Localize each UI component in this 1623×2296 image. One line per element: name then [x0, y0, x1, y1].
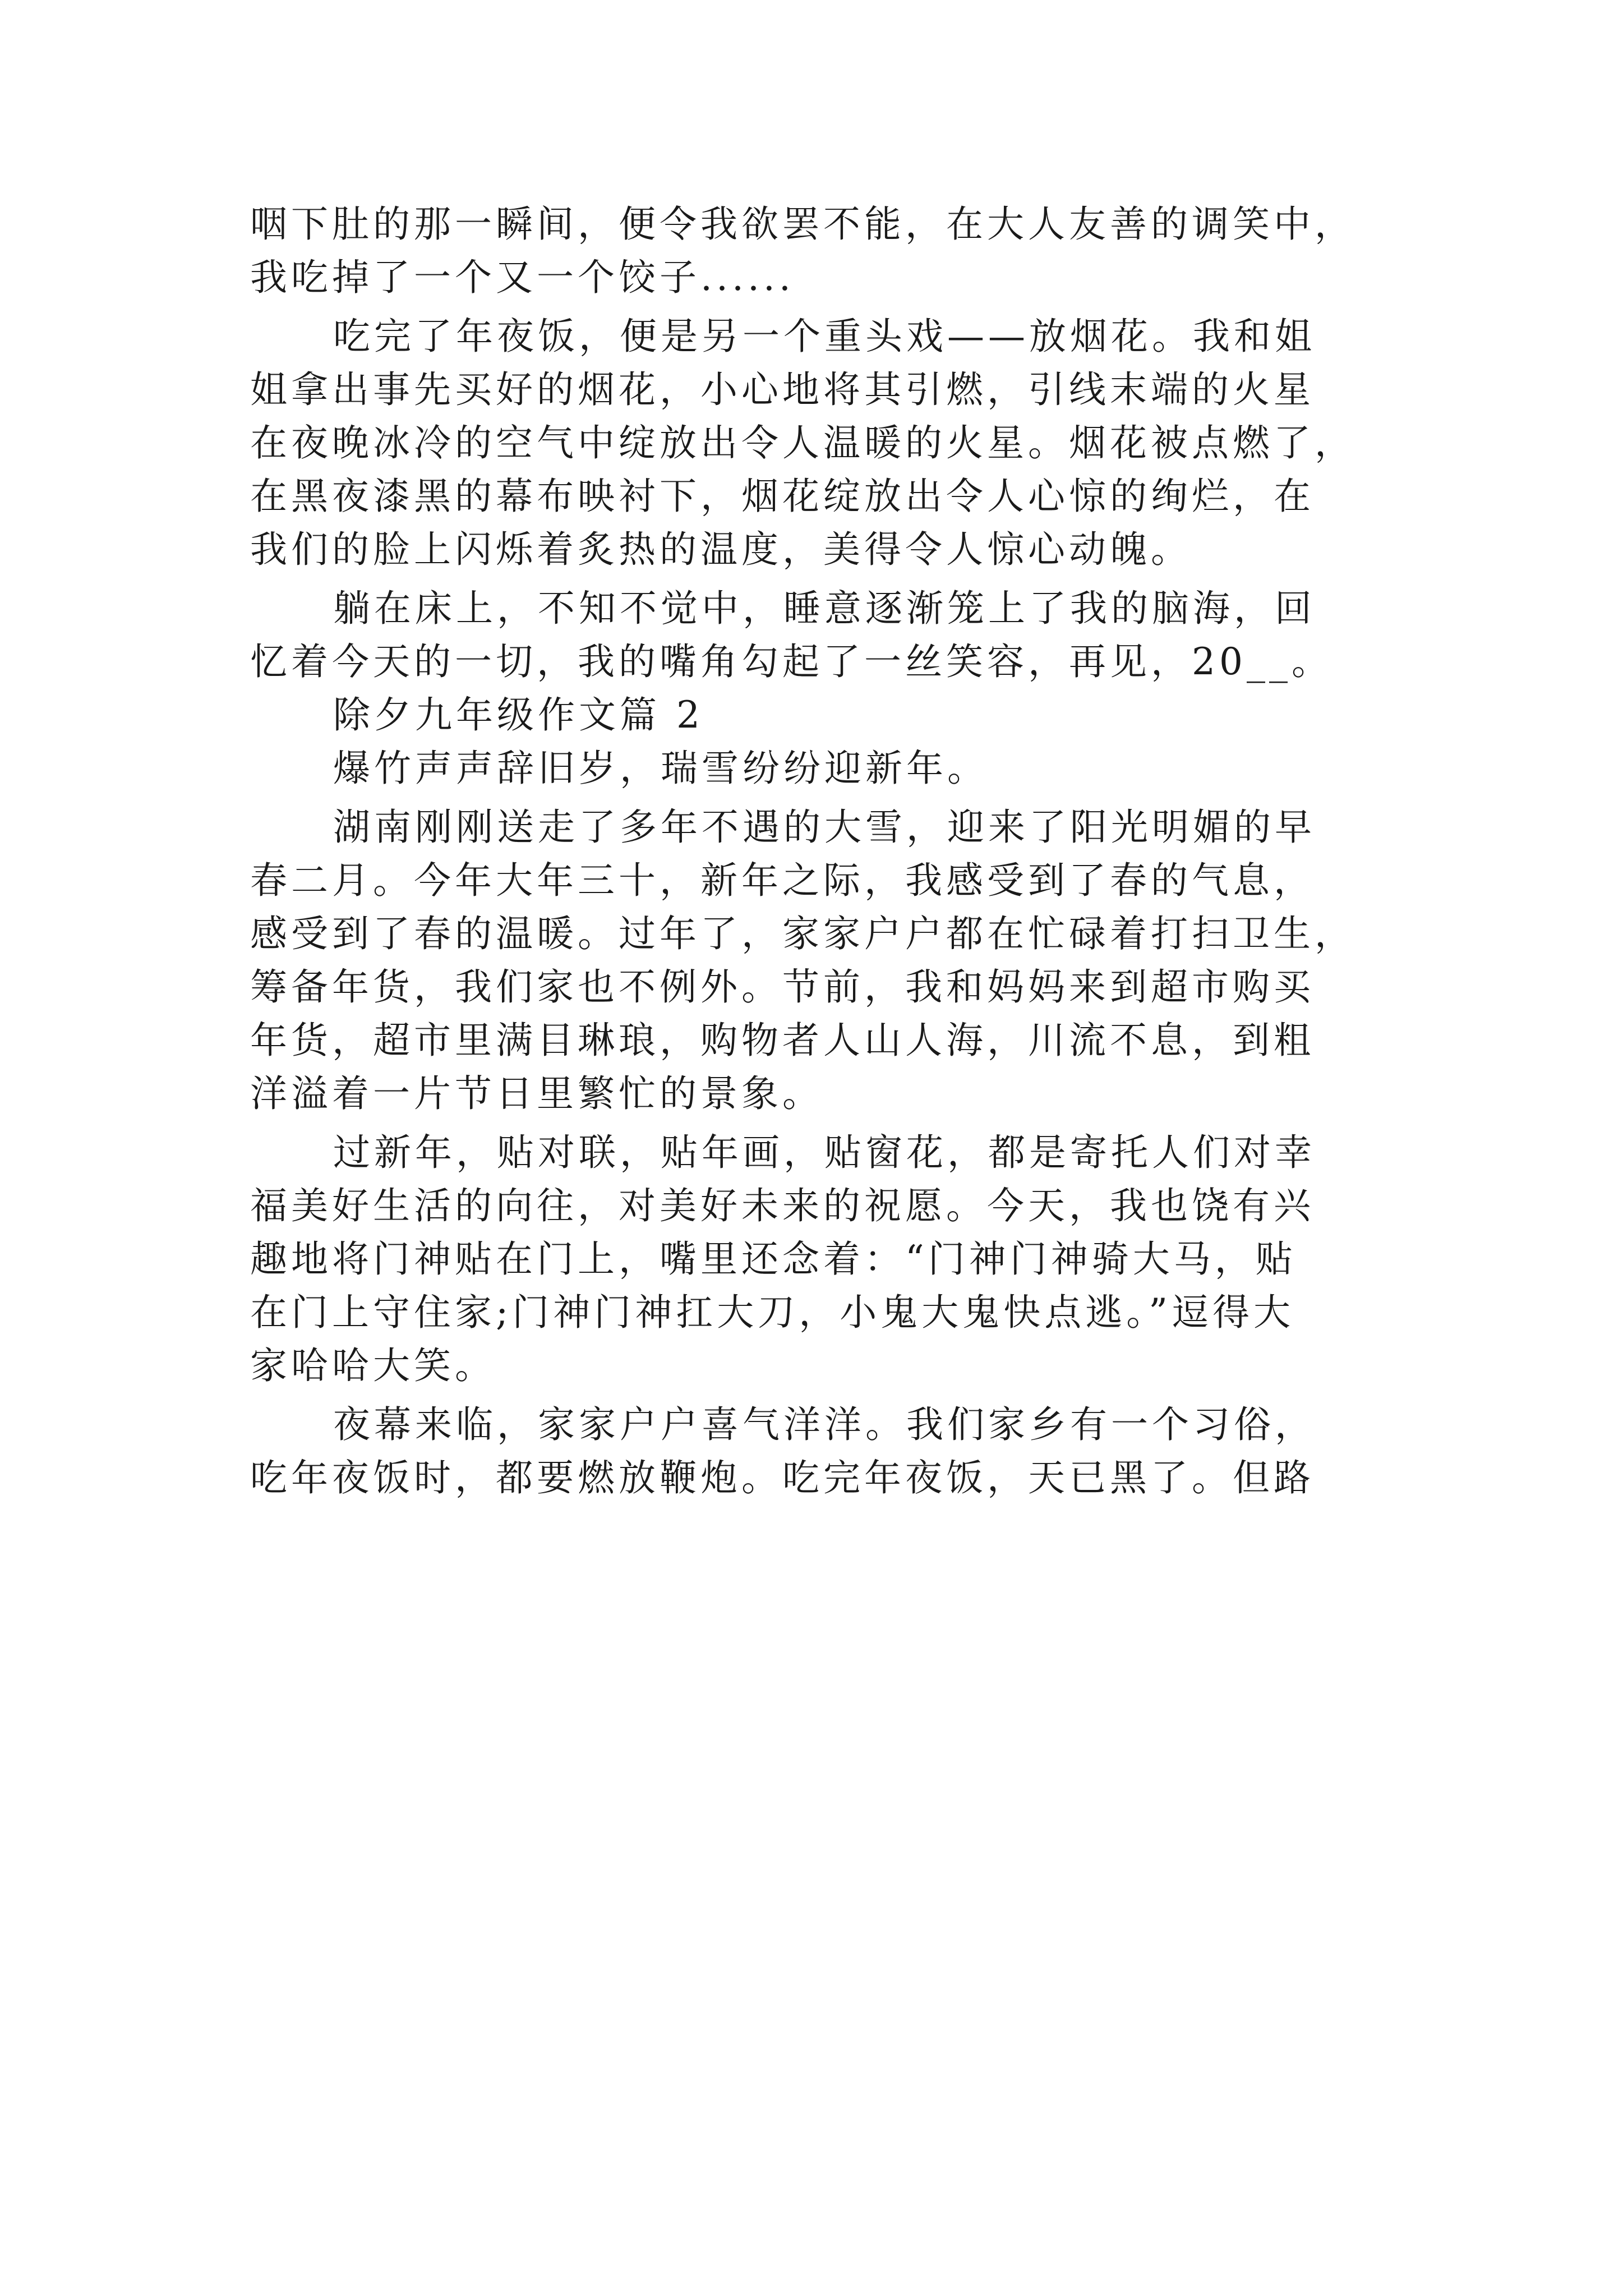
paragraph-start-line: 过新年，贴对联，贴年画，贴窗花，都是寄托人们对幸: [333, 1131, 1316, 1174]
section-heading: 除夕九年级作文篇 2: [333, 693, 704, 737]
text-line: 吃年夜饭时，都要燃放鞭炮。吃完年夜饭，天已黑了。但路: [250, 1456, 1315, 1499]
text-line: 姐拿出事先买好的烟花，小心地将其引燃，引线末端的火星: [250, 368, 1315, 411]
text-line: 在黑夜漆黑的幕布映衬下，烟花绽放出令人心惊的绚烂，在: [250, 475, 1315, 518]
text-line: 在门上守住家;门神门神扛大刀，小鬼大鬼快点逃。”逗得大: [250, 1291, 1294, 1334]
text-line: 咽下肚的那一瞬间，便令我欲罢不能，在大人友善的调笑中，: [250, 203, 1355, 246]
text-line: 家哈哈大笑。: [250, 1344, 496, 1387]
text-line: 我们的脸上闪烁着炙热的温度，美得令人惊心动魄。: [250, 528, 1192, 571]
text-line: 筹备年货，我们家也不例外。节前，我和妈妈来到超市购买: [250, 965, 1315, 1009]
text-line: 洋溢着一片节日里繁忙的景象。: [250, 1072, 823, 1115]
text-line: 在夜晚冰冷的空气中绽放出令人温暖的火星。烟花被点燃了，: [250, 421, 1355, 464]
text-line: 感受到了春的温暖。过年了，家家户户都在忙碌着打扫卫生，: [250, 912, 1355, 955]
paragraph-start-line: 爆竹声声辞旧岁，瑞雪纷纷迎新年。: [333, 747, 988, 790]
paragraph-start-line: 躺在床上，不知不觉中，睡意逐渐笼上了我的脑海，回: [333, 587, 1316, 630]
text-line: 忆着今天的一切，我的嘴角勾起了一丝笑容，再见，20__。: [250, 640, 1332, 683]
text-line: 福美好生活的向往，对美好未来的祝愿。今天，我也饶有兴: [250, 1184, 1315, 1227]
paragraph-start-line: 湖南刚刚送走了多年不遇的大雪，迎来了阳光明媚的早: [333, 806, 1316, 849]
text-line: 我吃掉了一个又一个饺子......: [250, 256, 795, 299]
paragraph-start-line: 夜幕来临，家家户户喜气洋洋。我们家乡有一个习俗，: [333, 1403, 1316, 1446]
text-line: 趣地将门神贴在门上，嘴里还念着：“门神门神骑大马，贴: [250, 1237, 1297, 1281]
document-body: [250, 197, 1377, 1504]
paragraph-start-line: 吃完了年夜饭，便是另一个重头戏——放烟花。我和姐: [333, 315, 1316, 358]
text-line: 春二月。今年大年三十，新年之际，我感受到了春的气息，: [250, 859, 1315, 902]
text-line: 年货，超市里满目琳琅，购物者人山人海，川流不息，到粗: [250, 1019, 1315, 1062]
